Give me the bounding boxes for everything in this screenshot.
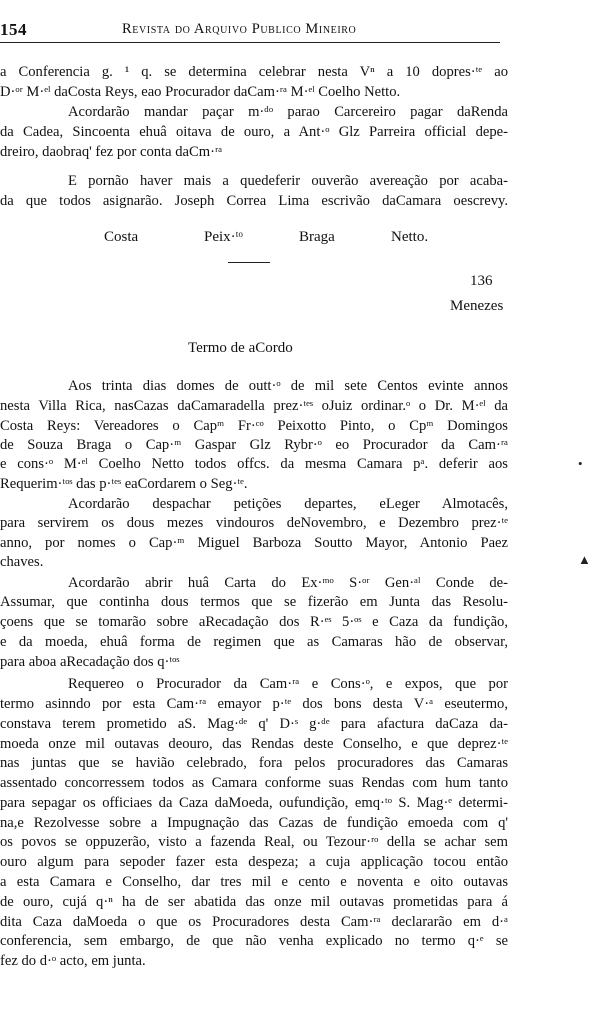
text-line: na,e Rezolvesse sobre a Impugnação das Cazas de fundição emoeda com q' xyxy=(0,815,508,831)
folio-name: Menezes xyxy=(450,298,504,314)
text-line: nas juntas que se havião celebrado, fora pelos procuradores das Camaras xyxy=(0,755,508,771)
text-line: conferencia, sem embargo, de que não venha explicado no termo q·ᵉ se xyxy=(0,933,508,949)
folio-number: 136 xyxy=(470,273,493,289)
signature-netto: Netto. xyxy=(391,229,429,245)
text-line: Requereo o Procurador da Cam·ʳᵃ e Cons·ᵒ, e expos, que por xyxy=(68,676,508,692)
text-line: os povos se oppuzerão, visto a fazenda Real, ou Tezour·ʳᵒ della se achar sem xyxy=(0,834,508,850)
text-line: e da moeda, ehuâ forma de regimen que as Camaras hão de observar, xyxy=(0,634,508,650)
page-number: 154 xyxy=(0,20,27,39)
text-line: fez do d·ᵒ acto, em junta. xyxy=(0,953,146,969)
text-line: Acordarão mandar paçar m·ᵈᵒ parao Carcereiro pagar daRenda xyxy=(68,104,508,120)
running-title: Revista do Arquivo Publico Mineiro xyxy=(122,21,357,37)
text-line: moeda onze mil outavas deouro, das Rendas deste Conselho, e que deprez·ᵗᵉ xyxy=(0,736,508,752)
text-line: de ouro, cujá q·ⁿ ha de ser abatida das onze mil outavas prometidas para á xyxy=(0,894,508,910)
text-line: anno, por nomes o Cap·ᵐ Miguel Barboza Soutto Mayor, Antonio Paez xyxy=(0,535,508,551)
text-line: çoens que se tomarão sobre aRecadação dos R·ᵉˢ 5·ᵒˢ e Caza da fundição, xyxy=(0,614,508,630)
text-line: Assumar, que continha dous termos que se fizerão em Junta das Resolu- xyxy=(0,594,508,610)
section-title: Termo de aCordo xyxy=(188,340,293,356)
text-line: nesta Villa Rica, nasCazas daCamaradella prez·ᵗᵉˢ oJuiz ordinar.ᵒ o Dr. M·ᵉˡ da xyxy=(0,398,508,414)
text-line: chaves. xyxy=(0,554,44,570)
text-line: da que todos asignarão. Joseph Correa Lima escrivão daCamara oescrevy. xyxy=(0,193,508,209)
text-line: Requerim·ᵗᵒˢ das p·ᵗᵉˢ eaCordarem o Seg·ᵗᵉ. xyxy=(0,476,248,492)
text-line: e cons·ᵒ M·ᵉˡ Coelho Netto todos offcs. da mesma Camara pᵃ. deferir aos xyxy=(0,456,508,472)
signature-costa: Costa xyxy=(104,229,139,245)
text-line: constava terem prometido aS. Mag·ᵈᵉ q' D·ˢ g·ᵈᵉ para afactura daCaza da- xyxy=(0,716,508,732)
text-line: da Cadea, Sincoenta ehuâ oitava de ouro, a Ant·ᵒ Glz Parreira official depe- xyxy=(0,124,508,140)
text-line: a esta Camara e Conselho, dar tres mil e cento e noventa e oito outavas xyxy=(0,874,508,890)
text-line: dita Caza daMoeda o que os Procuradores desta Cam·ʳᵃ declararão em d·ᵃ xyxy=(0,914,508,930)
text-line: para aboa aRecadação dos q·ᵗᵒˢ xyxy=(0,654,180,670)
text-line: dreiro, daobraq' fez por conta daCm·ʳᵃ xyxy=(0,144,223,160)
margin-mark: ▲ xyxy=(578,552,591,567)
text-line: ouro algum para sepoder fazer esta despeza; a cuja applicação tocou então xyxy=(0,854,508,870)
signature-braga: Braga xyxy=(299,229,335,245)
text-line: termo asinndo por esta Cam·ʳᵃ emayor p·ᵗᵉ dos bons desta V·ᵃ eseutermo, xyxy=(0,696,508,712)
signature-rule xyxy=(228,262,270,263)
margin-dot-mark: • xyxy=(578,456,583,471)
text-line: Aos trinta dias domes de outt·ᵒ de mil sete Centos evinte annos xyxy=(68,378,508,394)
text-line: Acordarão despachar petições departes, eLeger Almotacês, xyxy=(68,496,508,512)
text-line: Costa Reys: Vereadores o Capᵐ Fr·ᶜᵒ Peixotto Pinto, o Cpᵐ Domingos xyxy=(0,418,508,434)
page-header xyxy=(0,18,500,43)
text-line: de Souza Braga o Cap·ᵐ Gaspar Glz Rybr·ᵒ eo Procurador da Cam·ʳᵃ xyxy=(0,437,508,453)
text-line: para sepagar os officiaes da Caza daMoeda, oufundição, emq·ᵗᵒ S. Mag·ᵉ determi- xyxy=(0,795,508,811)
text-line: a Conferencia g. ¹ q. se determina celebrar nesta Vⁿ a 10 dopres·ᵗᵉ ao xyxy=(0,64,508,80)
text-line: assentado concorressem todos as Camara conforme suas Rendas com hum tanto xyxy=(0,775,508,791)
text-line: para servirem os dous mezes vindouros deNovembro, e Dezembro prez·ᵗᵉ xyxy=(0,515,508,531)
signature-peixotto: Peix·ᵗᵒ xyxy=(204,229,243,245)
text-line: D·ᵒʳ M·ᵉˡ daCosta Reys, eao Procurador daCam·ʳᵃ M·ᵉˡ Coelho Netto. xyxy=(0,84,401,100)
text-line: E pornão haver mais a quedeferir ouverão avereação por acaba- xyxy=(68,173,508,189)
text-line: Acordarão abrir huâ Carta do Ex·ᵐᵒ S·ᵒʳ Gen·ᵃˡ Conde de- xyxy=(68,575,508,591)
